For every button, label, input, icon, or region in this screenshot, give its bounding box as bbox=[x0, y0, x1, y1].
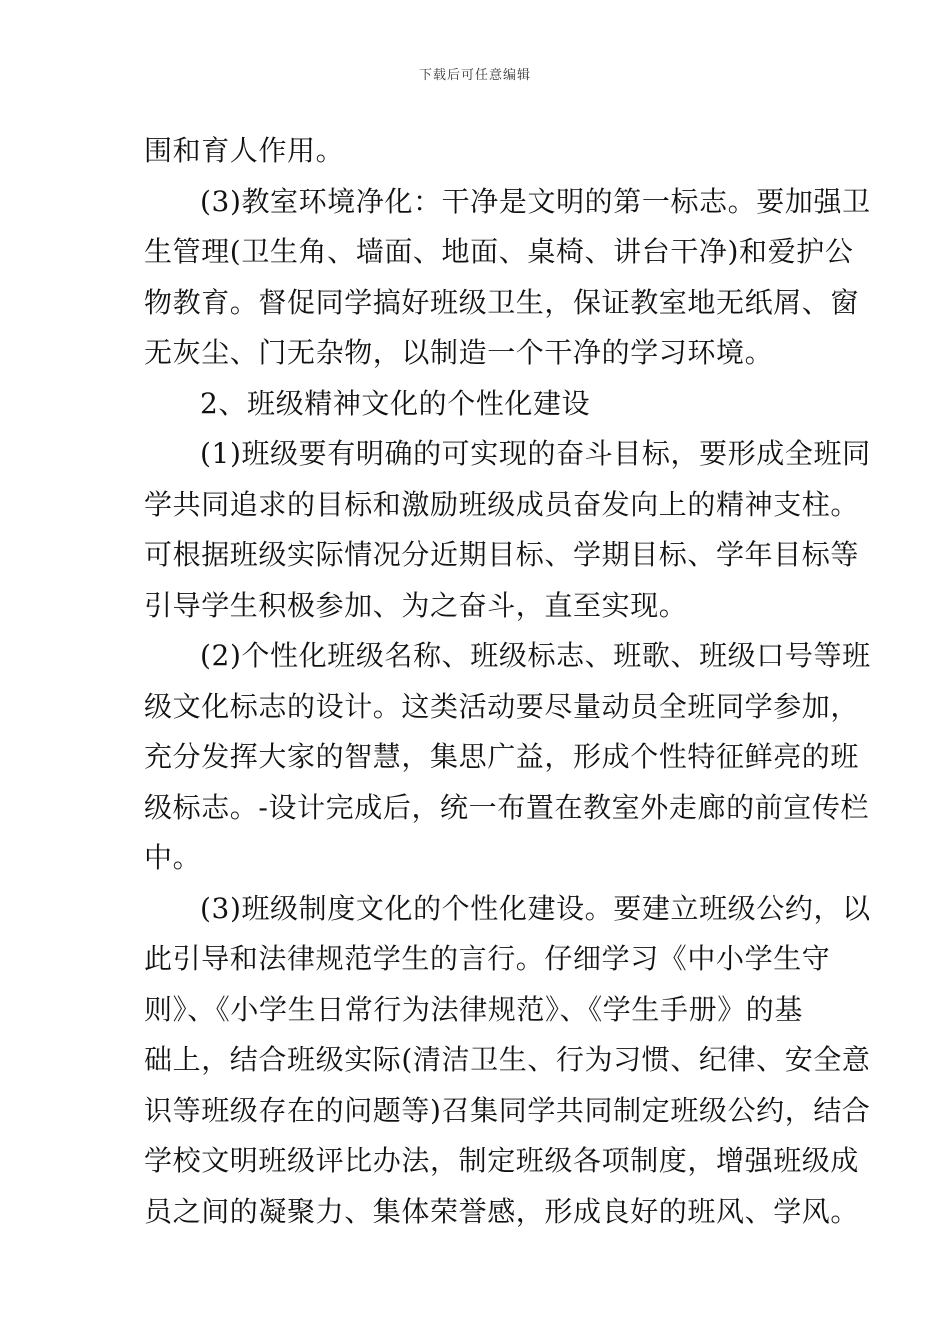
text-line: 可根据班级实际情况分近期目标、学期目标、学年目标等 bbox=[144, 538, 860, 571]
text-line: 学共同追求的目标和激励班级成员奋发向上的精神支柱。 bbox=[144, 487, 860, 521]
text-line: 学校文明班级评比办法，制定班级各项制度，增强班级成 bbox=[144, 1144, 860, 1177]
text-line: 级文化标志的设计。这类活动要尽量动员全班同学参加， bbox=[144, 689, 860, 723]
text-line: 围和育人作用。 bbox=[144, 134, 345, 167]
text-line: (3)班级制度文化的个性化建设。要建立班级公约，以 bbox=[200, 891, 871, 925]
text-line: 识等班级存在的问题等)召集同学共同制定班级公约，结合 bbox=[144, 1093, 871, 1127]
text-line: (2)个性化班级名称、班级标志、班歌、班级口号等班 bbox=[200, 639, 871, 672]
text-line: 物教育。督促同学搞好班级卫生，保证教室地无纸屑、窗 bbox=[144, 285, 860, 319]
text-line: 生管理(卫生角、墙面、地面、桌椅、讲台干净)和爱护公 bbox=[144, 235, 854, 268]
text-line: 员之间的凝聚力、集体荣誉感，形成良好的班风、学风。 bbox=[144, 1194, 860, 1228]
page-header-note: 下载后可任意编辑 bbox=[418, 68, 531, 83]
text-line: 中。 bbox=[144, 841, 202, 874]
text-line: 此引导和法律规范学生的言行。仔细学习《中小学生守 bbox=[144, 942, 831, 975]
text-line: 础上，结合班级实际(清洁卫生、行为习惯、纪律、安全意 bbox=[144, 1043, 871, 1076]
text-line: 则》、《小学生日常行为法律规范》、《学生手册》的基 bbox=[144, 992, 804, 1026]
text-line: 引导学生积极参加、为之奋斗，直至实现。 bbox=[144, 588, 688, 622]
text-line: 级标志。-设计完成后，统一布置在教室外走廊的前宣传栏 bbox=[144, 790, 870, 824]
text-line: (3)教室环境净化：干净是文明的第一标志。要加强卫 bbox=[200, 184, 871, 218]
text-line: 充分发挥大家的智慧，集思广益，形成个性特征鲜亮的班 bbox=[144, 740, 860, 773]
text-line: (1)班级要有明确的可实现的奋斗目标，要形成全班同 bbox=[200, 437, 871, 470]
section-heading: 2、班级精神文化的个性化建设 bbox=[200, 386, 591, 420]
document-body bbox=[144, 126, 871, 1237]
text-line: 无灰尘、门无杂物，以制造一个干净的学习环境。 bbox=[144, 336, 774, 369]
